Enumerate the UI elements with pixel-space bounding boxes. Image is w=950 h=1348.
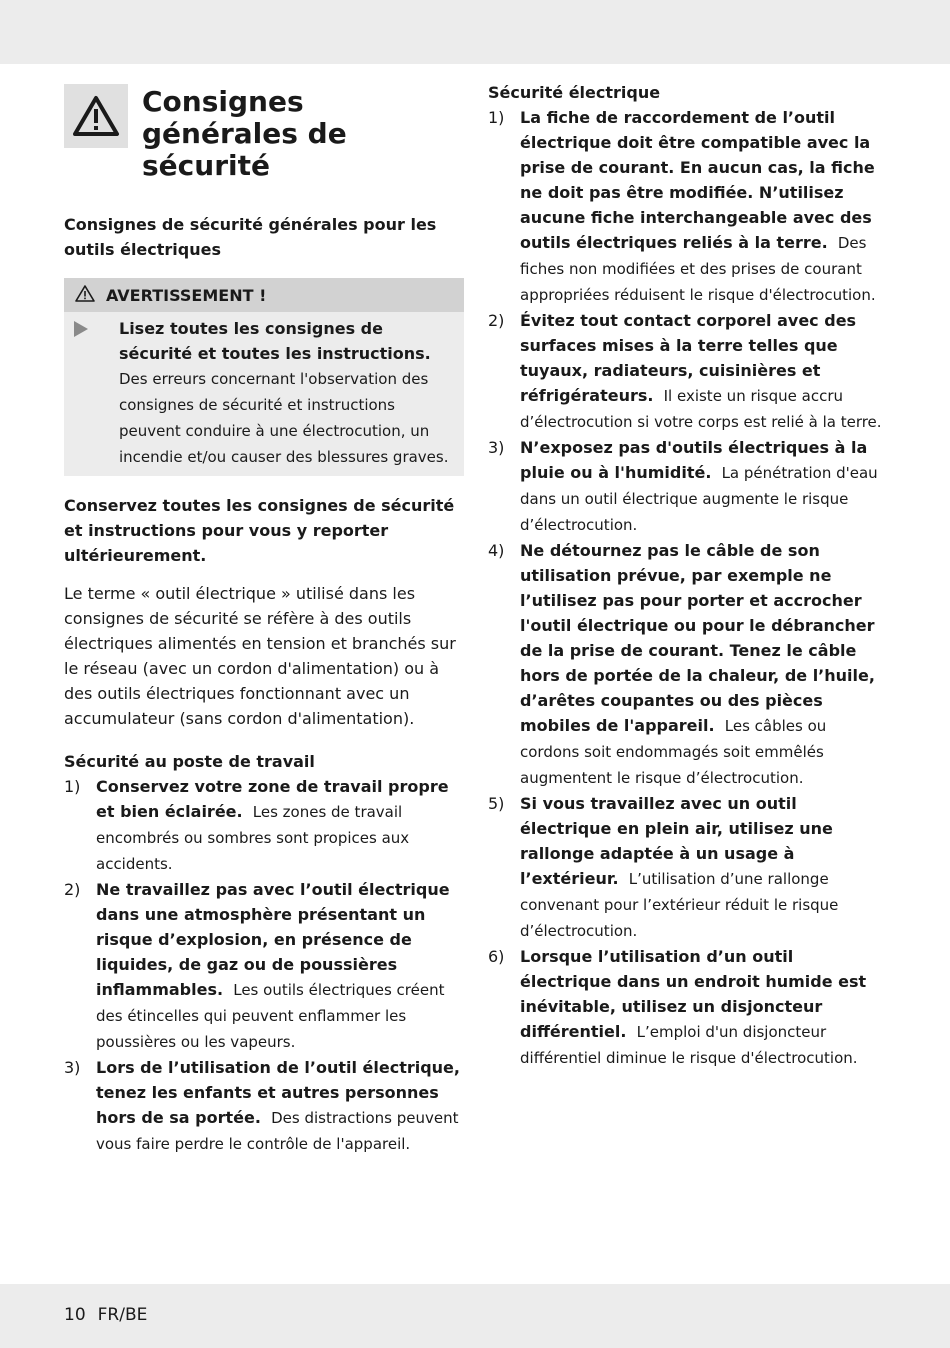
list-item bbox=[488, 105, 888, 308]
item-normal: Il existe un risque accru d’électrocution si votre corps est relié à la terre. bbox=[520, 387, 882, 431]
warning-bold-text: Lisez toutes les consignes de sécurité et toutes les instructions. bbox=[119, 319, 431, 363]
list-item bbox=[488, 944, 888, 1071]
item-normal: Des fiches non modifiées et des prises de courant appropriées réduisent le risque d'électrocution. bbox=[520, 234, 876, 304]
item-normal: La pénétration d'eau dans un outil électrique augmente le risque d’électrocution. bbox=[520, 464, 878, 534]
item-text bbox=[520, 538, 888, 791]
list-item bbox=[488, 435, 888, 538]
list-item bbox=[488, 791, 888, 944]
item-bold: N’exposez pas d'outils électriques à la pluie ou à l'humidité. bbox=[520, 438, 868, 482]
warning-text bbox=[119, 316, 456, 470]
item-bold: Ne travaillez pas avec l’outil électrique dans une atmosphère présentant un risque d’explosion, en présence de liquides, de gaz ou de poussières inflammables. bbox=[96, 880, 450, 999]
item-number: 4) bbox=[488, 541, 505, 560]
warning-title: AVERTISSEMENT ! bbox=[106, 285, 267, 305]
item-normal: L’emploi d'un disjoncteur différentiel diminue le risque d'électrocution. bbox=[520, 1023, 858, 1067]
work-area-heading: Sécurité au poste de travail bbox=[64, 752, 315, 771]
arrow-right-icon bbox=[74, 321, 102, 337]
page-number: 10 bbox=[64, 1305, 86, 1325]
item-bold: La fiche de raccordement de l’outil électrique doit être compatible avec la prise de courant. En aucun cas, la fiche ne doit pas être modifiée. N’utilisez aucune fiche interchangeable avec des outils électriques reliés à la terre. bbox=[520, 108, 875, 252]
item-number: 3) bbox=[488, 438, 505, 457]
item-bold: Ne détournez pas le câble de son utilisation prévue, par exemple ne l’utilisez pas pour porter et accrocher l'outil électrique ou pour le débrancher de la prise de courant. Tenez le câble hors de portée de la chaleur, de l’huile, d’arêtes coupantes ou des pièces mobiles de l'appareil. bbox=[520, 541, 875, 735]
item-bold: Si vous travaillez avec un outil électrique en plein air, utilisez une rallonge adaptée à un usage à l’extérieur. bbox=[520, 794, 833, 888]
footer bbox=[64, 1305, 147, 1325]
item-text bbox=[520, 308, 888, 435]
page-title: Consignes générales de sécurité bbox=[142, 85, 347, 182]
warning-header bbox=[64, 278, 464, 312]
item-bold: Lorsque l’utilisation d’un outil électrique dans un endroit humide est inévitable, utilisez un disjoncteur différentiel. bbox=[520, 947, 867, 1041]
item-number: 1) bbox=[64, 777, 81, 796]
item-bold: Lors de l’utilisation de l’outil électrique, tenez les enfants et autres personnes hors de sa portée. bbox=[96, 1058, 460, 1127]
subheading-general: Consignes de sécurité générales pour les outils électriques bbox=[64, 215, 437, 259]
item-text bbox=[96, 877, 464, 1055]
list-item bbox=[64, 774, 464, 877]
item-text bbox=[96, 1055, 464, 1157]
item-normal: Les outils électriques créent des étincelles qui peuvent enflammer les poussières ou les vapeurs. bbox=[96, 981, 445, 1051]
right-column bbox=[488, 80, 888, 1071]
item-number: 6) bbox=[488, 947, 505, 966]
item-bold: Conservez votre zone de travail propre et bien éclairée. bbox=[96, 777, 449, 821]
title-block bbox=[64, 84, 464, 182]
electrical-list bbox=[488, 105, 888, 1071]
warning-normal-text: Des erreurs concernant l'observation des consignes de sécurité et instructions peuvent conduire à une électrocution, un incendie et/ou causer des blessures graves. bbox=[119, 370, 449, 466]
item-normal: Les câbles ou cordons soit endommagés soit emmêlés augmentent le risque d’électrocution. bbox=[520, 717, 827, 787]
electrical-heading: Sécurité électrique bbox=[488, 83, 661, 102]
item-text bbox=[520, 791, 888, 944]
top-band bbox=[0, 0, 950, 64]
item-normal: Les zones de travail encombrés ou sombres sont propices aux accidents. bbox=[96, 803, 410, 873]
item-text bbox=[520, 435, 888, 538]
warning-panel bbox=[64, 278, 464, 476]
item-normal: Des distractions peuvent vous faire perdre le contrôle de l'appareil. bbox=[96, 1109, 459, 1153]
item-number: 2) bbox=[64, 880, 81, 899]
intro-paragraph: Le terme « outil électrique » utilisé dans les consignes de sécurité se réfère à des outils électriques alimentés en tension et branchés sur le réseau (avec un cordon d'alimentation) ou à des outils électriques fonctionnant avec un accumulateur (sans cordon d'alimentation). bbox=[64, 584, 456, 728]
item-text bbox=[520, 944, 888, 1071]
warning-triangle-icon bbox=[74, 284, 96, 307]
list-item bbox=[488, 308, 888, 435]
item-number: 1) bbox=[488, 108, 505, 127]
item-number: 5) bbox=[488, 794, 505, 813]
list-item bbox=[64, 1055, 464, 1157]
left-column bbox=[64, 84, 464, 1157]
work-area-list bbox=[64, 774, 464, 1157]
list-item bbox=[488, 538, 888, 791]
item-number: 2) bbox=[488, 311, 505, 330]
subheading-keep-instructions: Conservez toutes les consignes de sécurité et instructions pour vous y reporter ultérieurement. bbox=[64, 496, 455, 565]
item-bold: Évitez tout contact corporel avec des surfaces mises à la terre telles que tuyaux, radiateurs, cuisinières et réfrigérateurs. bbox=[520, 311, 857, 405]
item-number: 3) bbox=[64, 1058, 81, 1077]
item-text bbox=[96, 774, 464, 877]
list-item bbox=[64, 877, 464, 1055]
item-normal: L’utilisation d’une rallonge convenant pour l’extérieur réduit le risque d’électrocution. bbox=[520, 870, 839, 940]
warning-body bbox=[64, 312, 464, 476]
warning-triangle-icon bbox=[64, 84, 128, 148]
language-code: FR/BE bbox=[97, 1305, 148, 1325]
item-text bbox=[520, 105, 888, 308]
